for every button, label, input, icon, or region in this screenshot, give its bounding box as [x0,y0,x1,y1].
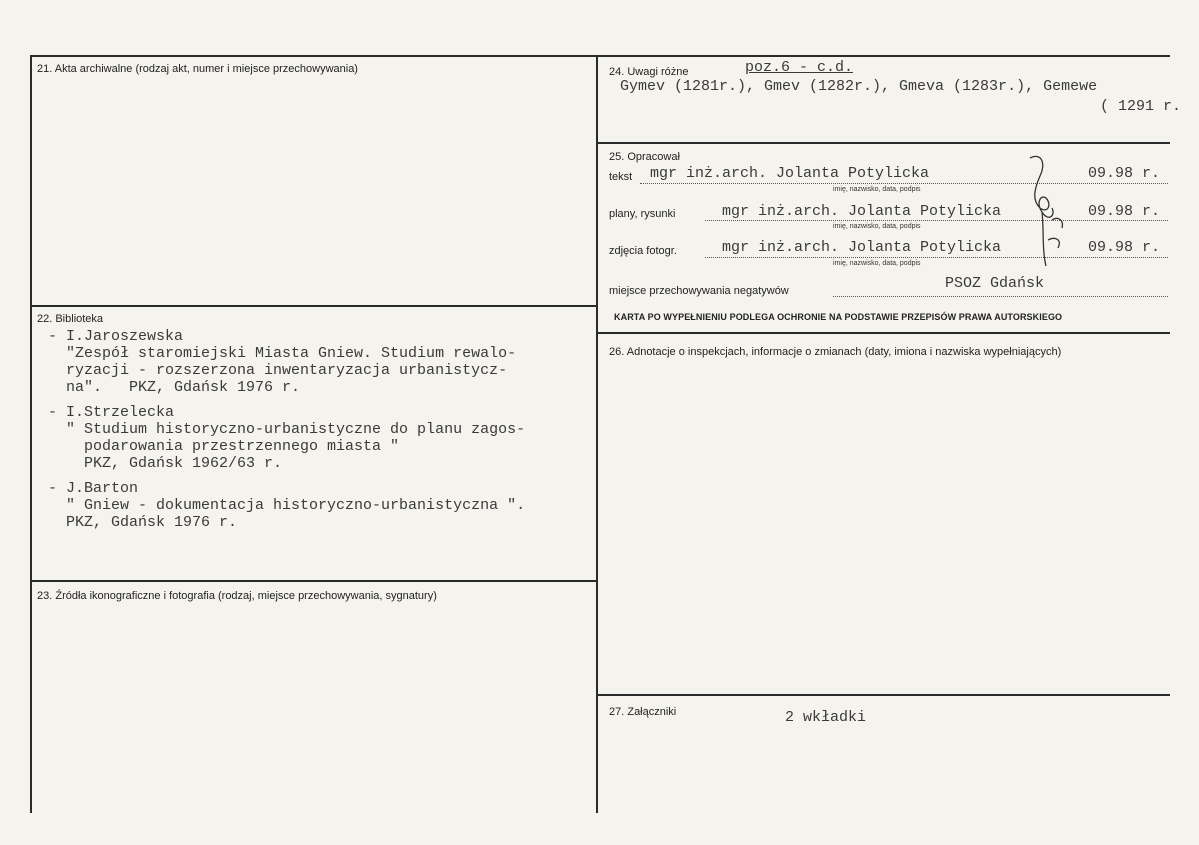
section-27-label: 27. Załączniki [609,706,677,718]
top-border [30,55,1170,57]
author-date: 09.98 r. [1088,239,1161,256]
bib-line: podarowania przestrzennego miasta " [48,438,400,455]
divider-25-26 [596,332,1170,334]
author-date: 09.98 r. [1088,203,1161,220]
section-24-label: 24. Uwagi różne [609,66,689,78]
section-24-line-1: poz.6 - c.d. [745,59,854,76]
negatives-label: miejsce przechowywania negatywów [609,285,789,297]
row-label-plans: plany, rysunki [609,208,676,220]
bib-line: ryzacji - rozszerzona inwentaryzacja urbanistycz- [48,362,508,379]
bib-line: - I.Strzelecka [48,404,175,421]
bib-line: " Studium historyczno-urbanistyczne do planu zagos- [48,421,526,438]
author-date: 09.98 r. [1088,165,1161,182]
section-22-label: 22. Biblioteka [37,313,104,325]
attachments-value: 2 wkładki [785,709,867,726]
handwritten-signature [1012,150,1072,290]
divider-21-22 [30,305,597,307]
center-divider [596,55,598,813]
left-border [30,55,32,813]
author-name: mgr inż.arch. Jolanta Potylicka [722,203,1002,220]
dotted-line [705,257,1168,258]
section-26-label: 26. Adnotacje o inspekcjach, informacje o zmianach (daty, imiona i nazwiska wypełniających) [609,346,1062,358]
section-23-label: 23. Źródła ikonograficzne i fotografia (rodzaj, miejsce przechowywania, sygnatury) [37,590,437,602]
section-25-label: 25. Opracował [609,151,680,163]
bib-line: PKZ, Gdańsk 1976 r. [48,514,238,531]
dotted-line [640,183,1168,184]
section-24-line-3: ( 1291 r. [1100,98,1182,115]
row-label-text: tekst [609,171,633,183]
divider-24-25 [596,142,1170,144]
caption: imię, nazwisko, data, podpis [833,260,921,267]
author-name: mgr inż.arch. Jolanta Potylicka [722,239,1002,256]
caption: imię, nazwisko, data, podpis [833,186,921,193]
bib-line: "Zespół staromiejski Miasta Gniew. Studium rewalo- [48,345,517,362]
row-label-photos: zdjęcia fotogr. [609,245,677,257]
caption: imię, nazwisko, data, podpis [833,223,921,230]
negatives-value: PSOZ Gdańsk [945,275,1045,292]
divider-26-27 [596,694,1170,696]
bib-line: - I.Jaroszewska [48,328,184,345]
bib-line: na". PKZ, Gdańsk 1976 r. [48,379,301,396]
divider-22-23 [30,580,597,582]
author-name: mgr inż.arch. Jolanta Potylicka [650,165,930,182]
bib-line: - J.Barton [48,480,139,497]
dotted-line [833,296,1168,297]
copyright-notice: KARTA PO WYPEŁNIENIU PODLEGA OCHRONIE NA PODSTAWIE PRZEPISÓW PRAWA AUTORSKIEGO [614,312,1063,322]
section-24-line-2: Gymev (1281r.), Gmev (1282r.), Gmeva (1283r.), Gemewe [620,78,1098,95]
bib-line: " Gniew - dokumentacja historyczno-urbanistyczna ". [48,497,526,514]
bib-line: PKZ, Gdańsk 1962/63 r. [48,455,283,472]
section-21-label: 21. Akta archiwalne (rodzaj akt, numer i miejsce przechowywania) [37,63,358,75]
